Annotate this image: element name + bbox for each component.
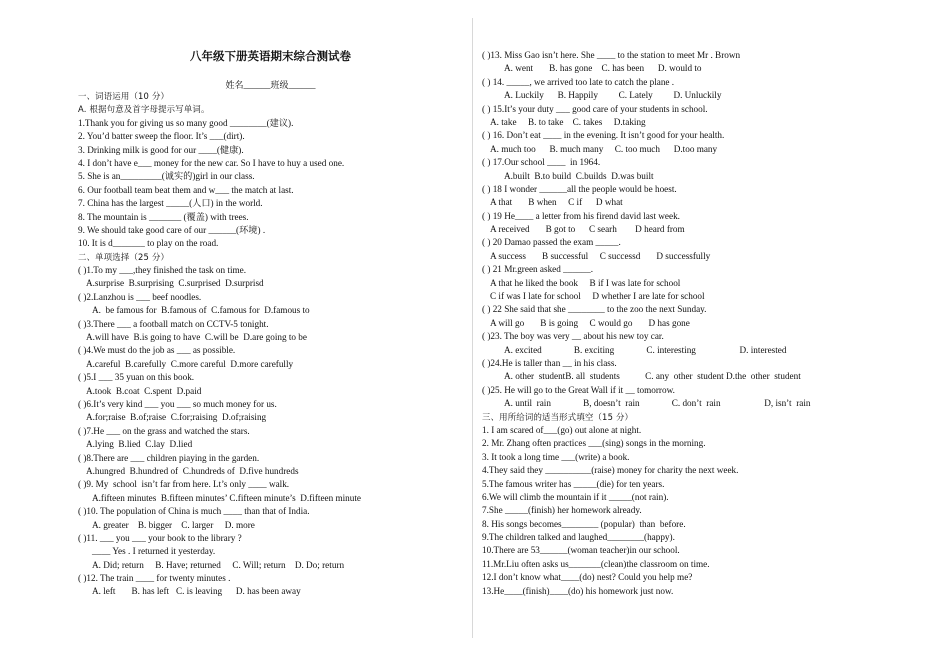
left-line: A.hungred B.hundred of C.hundreds of D.five hundreds xyxy=(86,465,299,476)
page-title: 八年级下册英语期末综合测试卷 xyxy=(190,49,351,63)
left-line: A.surprise B.surprising C.surprised D.surprisd xyxy=(86,278,264,289)
right-line: A. until rain B, doesn’t rain C. don’t rain D, isn’t rain xyxy=(504,398,811,409)
right-line: 3. It took a long time ___(write) a book. xyxy=(482,451,630,462)
right-line: ( ) 19 He____ a letter from his firend david last week. xyxy=(482,210,680,221)
right-question-list xyxy=(482,49,892,598)
right-line: A that B when C if D what xyxy=(490,197,623,208)
right-line: 12.I don’t know what____(do) nest? Could you help me? xyxy=(482,572,693,583)
left-line: ( )7.He ___ on the grass and watched the stars. xyxy=(78,425,250,436)
left-line: A. greater B. bigger C. larger D. more xyxy=(92,519,255,530)
left-line: ( )12. The train ____ for twenty minutes . xyxy=(78,573,231,584)
right-line: 6.We will climb the mountain if it _____(not rain). xyxy=(482,491,669,502)
left-line: ( )1.To my ___,they finished the task on time. xyxy=(78,265,247,276)
left-line: 4. I don’t have e___ money for the new car. So I have to huy a used one. xyxy=(78,157,345,168)
right-line: ( ) 16. Don’t eat ____ in the evening. It isn’t good for your health. xyxy=(482,130,725,141)
left-line: 7. China has the largest _____(人口) in the world. xyxy=(78,198,263,209)
right-line: A that he liked the book B if I was late for school xyxy=(490,277,681,288)
right-line: A. take B. to take C. takes D.taking xyxy=(490,116,646,127)
right-line: ( ) 14. _____, we arrived too late to catch the plane . xyxy=(482,76,675,87)
right-line: 7.She _____(finish) her homework already. xyxy=(482,505,642,516)
left-line: ( )2.Lanzhou is ___ beef noodles. xyxy=(78,291,202,302)
left-line: 6. Our football team beat them and w___ the match at last. xyxy=(78,184,294,195)
left-line: ( )5.I ___ 35 yuan on this book. xyxy=(78,372,195,383)
left-line: A.for;raise B.of;raise C.for;raising D.of;raising xyxy=(86,412,267,423)
right-line: ( )25. He will go to the Great Wall if it __ tomorrow. xyxy=(482,384,675,395)
column-divider xyxy=(472,18,473,638)
right-line: 三、用所给词的适当形式填空（15 分） xyxy=(482,411,634,422)
left-line: ( )9. My school isn’t far from here. Lt’s only ____ walk. xyxy=(78,479,290,490)
left-line: A.took B.coat C.spent D.paid xyxy=(86,385,202,396)
right-line: A success B successful C successd D successfully xyxy=(490,250,711,261)
left-line: A.lying B.lied C.lay D.lied xyxy=(86,439,193,450)
left-line: ( )8.There are ___ children piaying in the garden. xyxy=(78,452,260,463)
right-line: 4.They said they __________(raise) money for charity the next week. xyxy=(482,465,739,476)
left-line: ( )4.We must do the job as ___ as possible. xyxy=(78,345,236,356)
left-line: 1.Thank you for giving us so many good ________(建议). xyxy=(78,117,294,128)
left-question-list xyxy=(78,90,463,599)
right-line: A.built B.to build C.builds D.was built xyxy=(504,170,654,181)
left-line: A.careful B.carefully C.more careful D.more carefully xyxy=(86,358,294,369)
right-line: 1. I am scared of___(go) out alone at night. xyxy=(482,424,642,435)
right-line: 5.The famous writer has _____(die) for ten years. xyxy=(482,478,665,489)
right-line: A. much too B. much many C. too much D.too many xyxy=(490,143,718,154)
right-line: C if was I late for school D whether I are late for school xyxy=(490,291,705,302)
right-line: A received B got to C searh D heard from xyxy=(490,224,685,235)
right-line: ( )13. Miss Gao isn’t here. She ____ to the station to meet Mr . Brown xyxy=(482,50,741,60)
right-line: 8. His songs becomes________ (popular) than before. xyxy=(482,518,686,529)
right-line: 10.There are 53______(woman teacher)in our school. xyxy=(482,545,680,556)
right-line: A. Luckily B. Happily C. Lately D. Unluckily xyxy=(504,90,722,101)
left-line: A.fifteen minutes B.fifteen minutes’ C.fifteen minute’s D.fifteen minute xyxy=(92,492,362,503)
name-class-line: 姓名______班级______ xyxy=(225,80,316,90)
left-line: A.will have B.is going to have C.will be D.are going to be xyxy=(86,332,307,343)
left-line: ( )3.There ___ a football match on CCTV-5 tonight. xyxy=(78,318,269,329)
left-line: 二、单项选择（25 分） xyxy=(78,251,170,262)
right-line: 2. Mr. Zhang often practices ___(sing) songs in the morning. xyxy=(482,438,706,449)
left-line: 一、词语运用（10 分） xyxy=(78,91,170,101)
left-line: 10. It is d_______ to play on the road. xyxy=(78,238,219,249)
left-line: A. Did; return B. Have; returned C. Will; return D. Do; return xyxy=(92,559,345,570)
left-line: 9. We should take good care of our ______(环境) . xyxy=(78,224,266,235)
right-line: 13.He____(finish)____(do) his homework just now. xyxy=(482,585,674,596)
left-line: ( )6.It’s very kind ___ you ___ so much money for us. xyxy=(78,398,277,409)
right-line: A. other studentB. all students C. any other student D.the other student xyxy=(504,371,801,382)
left-line: ( )11. ___ you ___ your book to the library ? xyxy=(78,532,242,543)
right-line: ( ) 22 She said that she ________ to the zoo the next Sunday. xyxy=(482,304,707,315)
left-line: A. 根据句意及首字母提示写单词。 xyxy=(78,104,210,115)
right-line: ( ) 20 Damao passed the exam _____. xyxy=(482,237,621,248)
left-line: A. left B. has left C. is leaving D. has been away xyxy=(92,586,301,597)
right-line: ( )23. The boy was very __ about his new toy car. xyxy=(482,331,664,342)
right-line: ( ) 17.Our school ____ in 1964. xyxy=(482,157,601,168)
left-line: 8. The mountain is _______ (覆盖) with trees. xyxy=(78,211,249,222)
right-line: ( )24.He is taller than __ in his class. xyxy=(482,357,617,368)
left-line: ( )10. The population of China is much ____ than that of India. xyxy=(78,506,310,517)
left-line: 5. She is an_________(诚实的)girl in our class. xyxy=(78,171,255,182)
right-line: A. went B. has gone C. has been D. would to xyxy=(504,63,702,74)
left-line: 2. You’d batter sweep the floor. It’s ___(dirt). xyxy=(78,131,245,142)
right-line: ( ) 15.It’s your duty ___ good care of your students in school. xyxy=(482,103,708,114)
left-line: A. be famous for B.famous of C.famous for D.famous to xyxy=(92,305,310,316)
left-line: 3. Drinking milk is good for our ____(健康). xyxy=(78,144,244,155)
right-line: A will go B is going C would go D has gone xyxy=(490,317,690,328)
right-line: ( ) 21 Mr.green asked ______. xyxy=(482,264,593,275)
right-line: 11.Mr.Liu often asks us_______(clean)the classroom on time. xyxy=(482,558,710,569)
right-line: A. excited B. exciting C. interesting D. interested xyxy=(504,344,787,355)
left-line: ____ Yes . I returned it yesterday. xyxy=(92,546,216,557)
right-line: 9.The children talked and laughed________(happy). xyxy=(482,532,675,543)
right-line: ( ) 18 I wonder ______all the people would be hoest. xyxy=(482,183,677,194)
